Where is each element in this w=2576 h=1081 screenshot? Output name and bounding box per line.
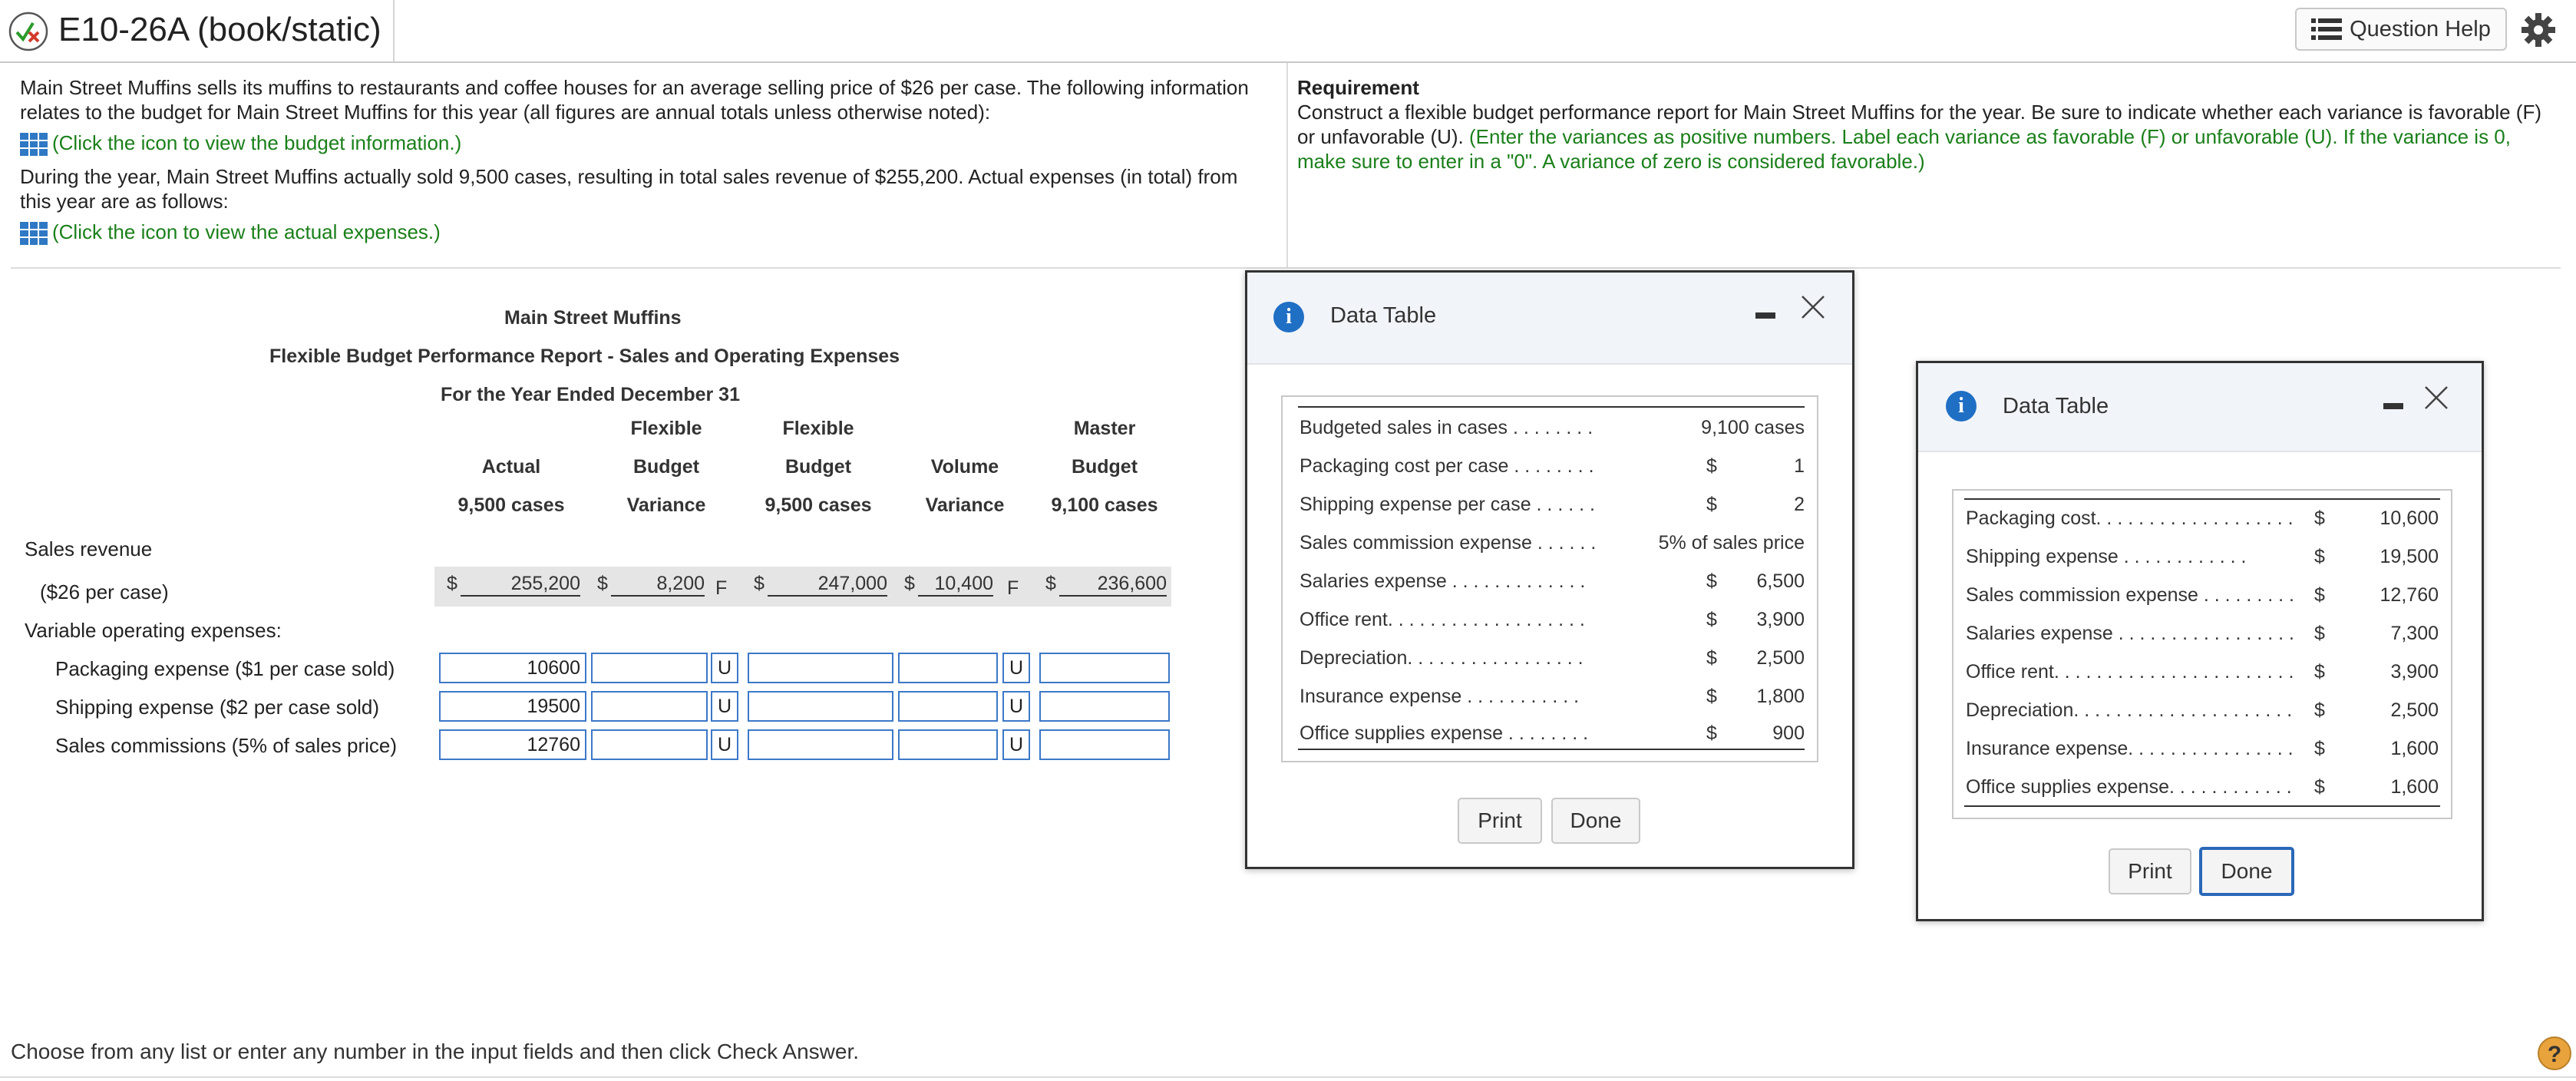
actual-row-value: 10,600 (2379, 507, 2439, 529)
vertical-divider (1286, 63, 1288, 269)
revenue-volume-variance-fu: F (1007, 577, 1019, 599)
budget-row-value: 1,800 (1756, 686, 1805, 707)
shipping-expense-label: Shipping expense ($2 per case sold) (55, 696, 380, 719)
horizontal-divider (11, 267, 2561, 269)
col-actual-header: Actual 9,500 cases (457, 456, 565, 516)
dollar-sign: $ (2314, 699, 2325, 721)
shipping-volume-variance-select[interactable]: U (1002, 691, 1030, 722)
budget-row-value: 5% of sales price (1658, 532, 1805, 554)
title-divider (393, 0, 395, 61)
dollar-sign: $ (1706, 686, 1717, 707)
packaging-flexible-budget-input[interactable] (748, 653, 893, 683)
budget-row-label: Insurance expense . . . . . . . . . . . (1300, 686, 1580, 707)
shipping-volume-variance-input[interactable] (898, 691, 998, 722)
budget-row-value: 6,500 (1756, 570, 1805, 592)
dollar-sign: $ (1706, 494, 1717, 515)
revenue-flexible-variance-fu: F (715, 577, 728, 599)
commissions-volume-variance-select[interactable]: U (1002, 729, 1030, 760)
dollar-sign: $ (2314, 584, 2325, 606)
commissions-flexible-variance-select[interactable]: U (711, 729, 738, 760)
dialog-title: Data Table (1330, 303, 1437, 328)
budget-row-label: Packaging cost per case . . . . . . . . (1300, 455, 1594, 477)
dialog-title: Data Table (2003, 394, 2109, 418)
minimize-icon[interactable] (2383, 403, 2403, 409)
revenue-actual: 255,200 (461, 573, 580, 597)
dollar-sign: $ (1706, 722, 1717, 744)
budget-row-label: Budgeted sales in cases . . . . . . . . (1300, 417, 1593, 438)
done-button[interactable]: Done (2199, 847, 2294, 896)
commissions-master-budget-input[interactable] (1039, 729, 1170, 760)
commissions-flexible-budget-input[interactable] (748, 729, 893, 760)
actual-row-value: 1,600 (2390, 776, 2439, 798)
sales-commissions-label: Sales commissions (5% of sales price) (55, 734, 398, 757)
table-rule (1964, 498, 2440, 500)
requirement-body: Construct a flexible budget performance report for Main Street Muffins for the year. Be sure to indicate whether each variance is favorable (F) or unfavorable (U). (1297, 101, 2541, 148)
revenue-flexible-budget: 247,000 (768, 573, 887, 597)
commissions-volume-variance-input[interactable] (898, 729, 998, 760)
table-rule (1298, 406, 1805, 408)
done-button[interactable]: Done (1551, 798, 1640, 844)
per-case-label: ($26 per case) (40, 580, 169, 603)
top-bar (0, 0, 2576, 63)
dollar-sign: $ (2314, 507, 2325, 529)
table-icon (20, 222, 48, 245)
budget-row-label: Depreciation. . . . . . . . . . . . . . . . . (1300, 647, 1584, 669)
table-icon (20, 133, 48, 156)
dollar-sign: $ (597, 573, 608, 594)
actual-row-value: 1,600 (2390, 738, 2439, 759)
budget-row-value: 1 (1794, 455, 1805, 477)
minimize-icon[interactable] (1755, 312, 1775, 319)
actual-row-value: 2,500 (2390, 699, 2439, 721)
question-help-label: Question Help (2350, 16, 2491, 41)
actual-row-value: 12,760 (2379, 584, 2439, 606)
sales-revenue-label: Sales revenue (25, 537, 153, 560)
info-icon: i (1946, 391, 1977, 421)
info-icon: i (1273, 302, 1304, 332)
actual-expenses-link[interactable] (20, 220, 441, 245)
budget-row-value: 2 (1794, 494, 1805, 515)
close-icon[interactable] (2423, 385, 2449, 411)
budget-row-label: Office rent. . . . . . . . . . . . . . . . . . . (1300, 609, 1585, 630)
question-help-button[interactable] (2295, 8, 2507, 51)
shipping-master-budget-input[interactable] (1039, 691, 1170, 722)
actual-row-label: Insurance expense. . . . . . . . . . . . . . . . (1966, 738, 2294, 759)
dollar-sign: $ (754, 573, 765, 594)
budget-row-value: 9,100 cases (1701, 417, 1805, 438)
table-rule (1964, 805, 2440, 807)
requirement-note: (Enter the variances as positive numbers. Label each variance as favorable (F) or unfavorable (U). If the variance is 0, make sure to enter in a "0". A variance of zero is considered favorable.) (1297, 125, 2511, 173)
actual-row-label: Sales commission expense . . . . . . . . . (1966, 584, 2294, 606)
commissions-actual-input[interactable]: 12760 (439, 729, 586, 760)
shipping-flexible-variance-input[interactable] (591, 691, 708, 722)
dollar-sign: $ (1045, 573, 1056, 594)
commissions-flexible-variance-input[interactable] (591, 729, 708, 760)
footer-instruction: Choose from any list or enter any number in the input fields and then click Check Answer. (11, 1040, 860, 1063)
budget-row-label: Shipping expense per case . . . . . . (1300, 494, 1595, 515)
actual-row-label: Salaries expense . . . . . . . . . . . . . . . . . (1966, 623, 2294, 644)
budget-row-value: 3,900 (1756, 609, 1805, 630)
col-master-budget-header: Master Budget 9,100 cases (1051, 418, 1158, 516)
actual-row-value: 3,900 (2390, 661, 2439, 683)
actual-row-label: Packaging cost. . . . . . . . . . . . . . . . . . . (1966, 507, 2294, 529)
budget-row-label: Sales commission expense . . . . . . (1300, 532, 1597, 554)
budget-row-value: 900 (1772, 722, 1805, 744)
actual-row-label: Office rent. . . . . . . . . . . . . . . . . . . . . . . (1966, 661, 2294, 683)
actual-row-label: Depreciation. . . . . . . . . . . . . . . . . . . . . (1966, 699, 2293, 721)
col-flexible-budget-header: Flexible Budget 9,500 cases (765, 418, 872, 516)
packaging-actual-input[interactable]: 10600 (439, 653, 586, 683)
close-icon[interactable] (1800, 294, 1826, 320)
variable-expenses-label: Variable operating expenses: (25, 619, 282, 642)
shipping-flexible-budget-input[interactable] (748, 691, 893, 722)
check-x-icon (8, 11, 49, 52)
revenue-master-budget: 236,600 (1059, 573, 1167, 597)
dollar-sign: $ (447, 573, 457, 594)
dollar-sign: $ (2314, 661, 2325, 683)
packaging-volume-variance-input[interactable] (898, 653, 998, 683)
col-volume-variance-header: Volume Variance (925, 456, 1005, 516)
packaging-volume-variance-select[interactable]: U (1002, 653, 1030, 683)
print-button[interactable]: Print (1458, 798, 1542, 844)
dollar-sign: $ (904, 573, 915, 594)
packaging-flexible-variance-select[interactable]: U (711, 653, 738, 683)
problem-intro: Main Street Muffins sells its muffins to restaurants and coffee houses for an average selling price of $26 per case. The following information relates to the budget for Main Street Muffins for this year (all figures are annual totals unless otherwise noted): (20, 76, 1249, 124)
budget-info-link[interactable] (20, 131, 461, 156)
gear-icon[interactable] (2521, 12, 2556, 48)
actual-expenses-dialog (1916, 361, 2484, 921)
print-button[interactable]: Print (2109, 848, 2191, 894)
list-icon (2311, 17, 2342, 41)
dollar-sign: $ (1706, 570, 1717, 592)
actual-expenses-link-text[interactable]: (Click the icon to view the actual expenses.) (52, 220, 441, 243)
requirement-heading: Requirement (1297, 76, 1419, 99)
dollar-sign: $ (2314, 623, 2325, 644)
actual-row-value: 7,300 (2390, 623, 2439, 644)
dollar-sign: $ (2314, 738, 2325, 759)
dollar-sign: $ (1706, 455, 1717, 477)
budget-info-link-text[interactable]: (Click the icon to view the budget information.) (52, 131, 462, 154)
dollar-sign: $ (2314, 776, 2325, 798)
actual-row-value: 19,500 (2379, 546, 2439, 567)
table-rule (1298, 749, 1805, 750)
col-flexible-variance-header: Flexible Budget Variance (626, 418, 706, 516)
shipping-actual-input[interactable]: 19500 (439, 691, 586, 722)
packaging-flexible-variance-input[interactable] (591, 653, 708, 683)
report-company: Main Street Muffins (504, 307, 682, 329)
footer-rule (0, 1076, 2576, 1078)
revenue-flexible-variance: 8,200 (611, 573, 705, 597)
actual-row-label: Shipping expense . . . . . . . . . . . . (1966, 546, 2247, 567)
requirement-text (1297, 100, 2556, 174)
actual-expenses-table (1952, 489, 2452, 819)
dollar-sign: $ (1706, 647, 1717, 669)
packaging-master-budget-input[interactable] (1039, 653, 1170, 683)
report-title: Flexible Budget Performance Report - Sales and Operating Expenses (269, 345, 900, 367)
report-period: For the Year Ended December 31 (441, 384, 740, 405)
help-icon[interactable]: ? (2538, 1036, 2571, 1070)
dollar-sign: $ (1706, 609, 1717, 630)
budget-data-dialog (1245, 270, 1854, 869)
page-title: E10-26A (book/static) (58, 11, 381, 48)
packaging-expense-label: Packaging expense ($1 per case sold) (55, 657, 395, 680)
shipping-flexible-variance-select[interactable]: U (711, 691, 738, 722)
dollar-sign: $ (2314, 546, 2325, 567)
revenue-volume-variance: 10,400 (918, 573, 993, 597)
budget-row-label: Salaries expense . . . . . . . . . . . . . (1300, 570, 1586, 592)
budget-data-table (1281, 395, 1818, 762)
budget-row-value: 2,500 (1756, 647, 1805, 669)
actual-row-label: Office supplies expense. . . . . . . . . . . . (1966, 776, 2292, 798)
actual-sales-text: During the year, Main Street Muffins actually sold 9,500 cases, resulting in total sales revenue of $255,200. Actual expenses (in total) from this year are as follows: (20, 165, 1238, 213)
budget-row-label: Office supplies expense . . . . . . . . (1300, 722, 1589, 744)
